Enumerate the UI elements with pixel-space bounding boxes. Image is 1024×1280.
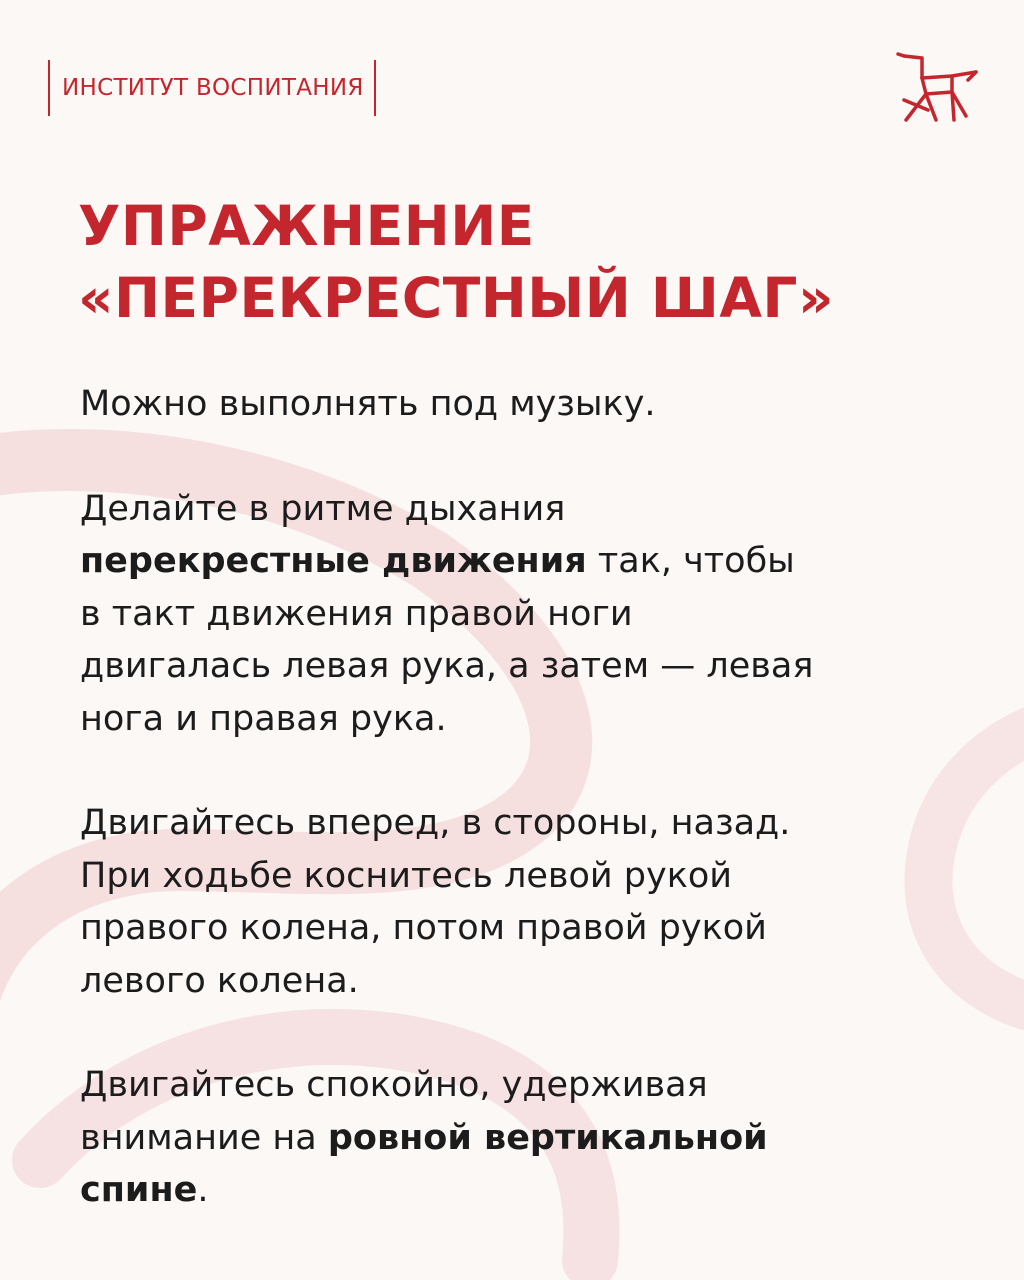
p3-line-4: левого колена.: [80, 960, 359, 1001]
exercise-description: [80, 378, 980, 1217]
p2-line-4: двигалась левая рука, а затем — левая: [80, 646, 814, 686]
p2-line-5: нога и правая рука.: [80, 698, 447, 739]
header-brand: [48, 60, 376, 116]
p4-line-3-rest: .: [197, 1170, 209, 1210]
paragraph-directions: [80, 797, 980, 1007]
p2-line-1: Делайте в ритме дыхания: [80, 488, 566, 529]
p2-line-2: [80, 535, 980, 588]
p3-line-2: При ходьбе коснитесь левой рукой: [80, 855, 732, 896]
p4-bold-phrase-2: спине: [80, 1170, 198, 1210]
paragraph-posture: [80, 1059, 980, 1217]
chair-horse-logo-icon: [892, 50, 982, 126]
paragraph-music: [80, 378, 980, 431]
page-title: [78, 190, 834, 334]
paragraph-cross-movements: [80, 483, 980, 746]
p3-line-3: правого колена, потом правой рукой: [80, 908, 767, 948]
p4-bold-phrase-1: ровной вертикальной: [327, 1117, 768, 1158]
p4-line-3: [80, 1164, 980, 1217]
p1-line-1: Можно выполнять под музыку.: [80, 384, 656, 424]
p4-line-2: [80, 1112, 980, 1165]
title-line-2: «ПЕРЕКРЕСТНЫЙ ШАГ»: [78, 266, 835, 330]
p4-line-2-start: внимание на: [80, 1117, 328, 1158]
p2-bold-phrase: перекрестные движения: [80, 541, 587, 581]
title-line-1: УПРАЖНЕНИЕ: [78, 194, 535, 258]
p3-line-1: Двигайтесь вперед, в стороны, назад.: [80, 803, 791, 843]
p2-line-2-rest: так, чтобы: [586, 541, 795, 581]
p2-line-3: в такт движения правой ноги: [80, 593, 633, 634]
p4-line-1: Двигайтесь спокойно, удерживая: [80, 1065, 708, 1105]
brand-right-bar: [374, 60, 376, 116]
brand-name: ИНСТИТУТ ВОСПИТАНИЯ: [62, 75, 364, 101]
